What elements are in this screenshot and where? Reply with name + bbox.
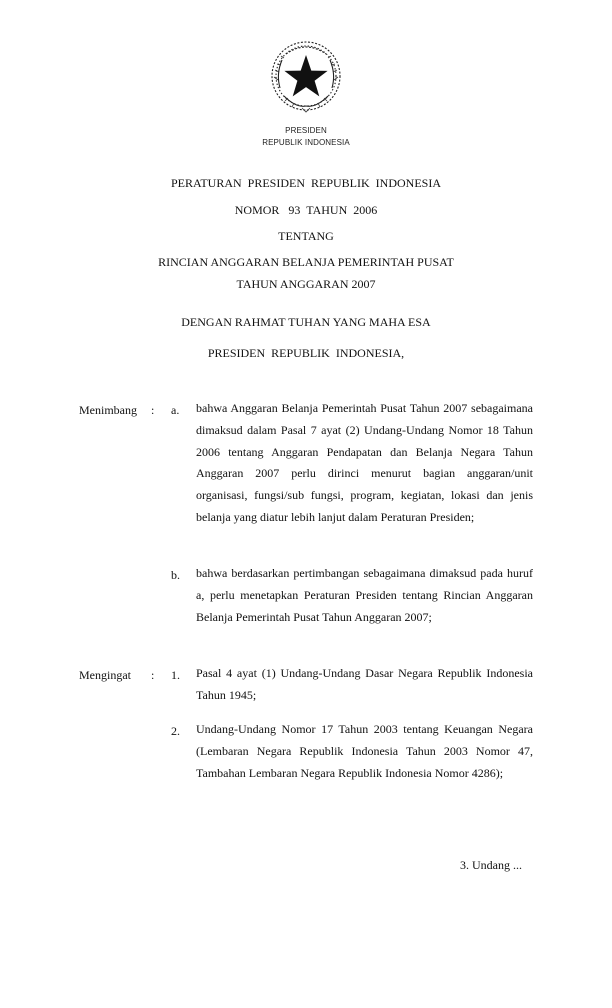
garuda-star-wreath-emblem-icon [266, 36, 346, 116]
menimbang-marker-b: b. [171, 568, 180, 582]
mengingat-colon: : [151, 668, 155, 682]
regulation-subject: RINCIAN ANGGARAN BELANJA PEMERINTAH PUSAT [158, 255, 454, 269]
mengingat-item-1: Pasal 4 ayat (1) Undang-Undang Dasar Negara Republik Indonesia Tahun 1945; [196, 666, 533, 702]
invocation: DENGAN RAHMAT TUHAN YANG MAHA ESA [181, 315, 431, 329]
mengingat-label: Mengingat [79, 668, 131, 682]
menimbang-item-b: bahwa berdasarkan pertimbangan sebagaimana dimaksud pada huruf a, perlu menetapkan Peraturan Presiden tentang Rincian Anggaran Belanja Pemerintah Pusat Tahun Anggaran 2007; [196, 566, 533, 624]
issuer: PRESIDEN REPUBLIK INDONESIA, [207, 346, 405, 360]
mengingat-item-2: Undang-Undang Nomor 17 Tahun 2003 tentang Keuangan Negara (Lembaran Negara Republik Indonesia Tahun 2003 Nomor 47, Tambahan Lembaran Negara Republik Indonesia Nomor 4286); [196, 722, 533, 780]
mengingat-marker-2: 2. [171, 724, 180, 738]
regulation-tentang: TENTANG [278, 229, 334, 243]
menimbang-label: Menimbang [79, 403, 137, 417]
mengingat-marker-1: 1. [171, 668, 180, 682]
menimbang-item-a: bahwa Anggaran Belanja Pemerintah Pusat Tahun 2007 sebagaimana dimaksud dalam Pasal 7 ayat (2) Undang-Undang Nomor 18 Tahun 2006 tentang Anggaran Pendapatan dan Belanja Negara Tahun Anggaran 2007 perlu dirinci menurut bagian anggaran/unit organisasi, fungsi/sub fungsi, program, kegiatan, lokasi dan jenis belanja yang diatur lebih lanjut dalam Peraturan Presiden; [196, 401, 533, 524]
regulation-title: PERATURAN PRESIDEN REPUBLIK INDONESIA [170, 176, 441, 190]
page-continuation: 3. Undang ... [460, 858, 522, 872]
emblem-caption-presiden: PRESIDEN [285, 126, 327, 135]
menimbang-marker-a: a. [171, 403, 180, 417]
regulation-fiscal-year: TAHUN ANGGARAN 2007 [236, 277, 376, 291]
emblem-caption-republik: REPUBLIK INDONESIA [262, 138, 350, 147]
menimbang-colon: : [151, 403, 155, 417]
regulation-number: NOMOR 93 TAHUN 2006 [234, 203, 378, 217]
